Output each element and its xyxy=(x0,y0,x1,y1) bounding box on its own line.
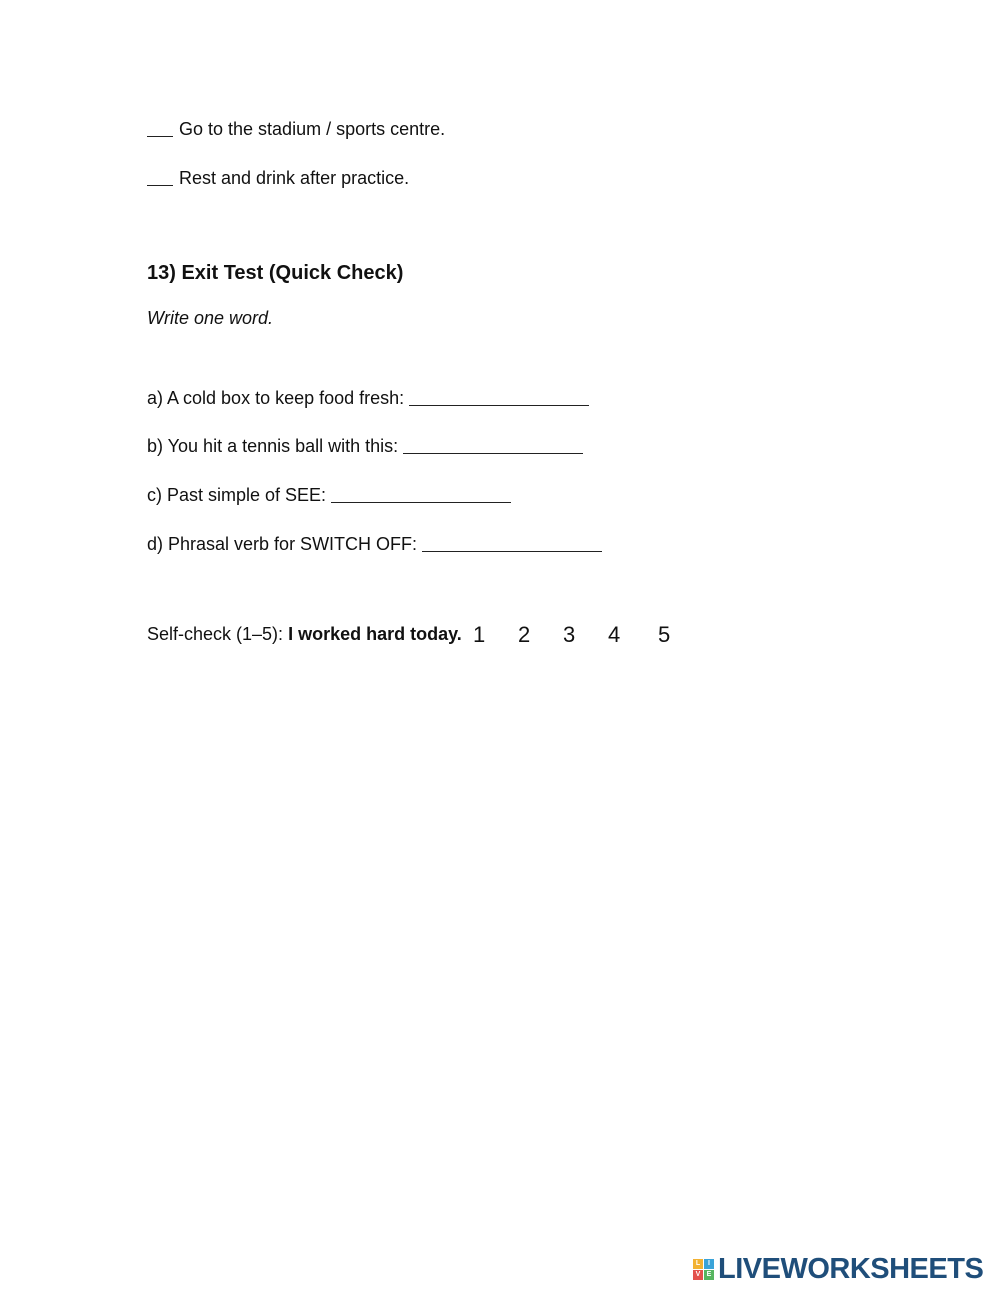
answer-blank[interactable] xyxy=(409,404,589,406)
matching-item-text: Go to the stadium / sports centre. xyxy=(179,119,446,139)
question-text: a) A cold box to keep food fresh: xyxy=(147,388,405,408)
answer-blank[interactable] xyxy=(147,184,173,186)
answer-blank[interactable] xyxy=(147,135,173,137)
matching-item-text: Rest and drink after practice. xyxy=(179,168,410,188)
matching-item xyxy=(147,168,409,189)
answer-blank[interactable] xyxy=(422,550,602,552)
answer-blank[interactable] xyxy=(331,501,511,503)
question-text: c) Past simple of SEE: xyxy=(147,485,327,505)
liveworksheets-logo xyxy=(693,1252,983,1286)
rating-option[interactable]: 4 xyxy=(608,622,621,647)
self-check-label: Self-check (1–5): xyxy=(147,624,284,644)
question-row xyxy=(147,388,589,409)
rating-option[interactable]: 2 xyxy=(518,622,531,647)
rating-option[interactable]: 1 xyxy=(473,622,486,647)
question-text: b) You hit a tennis ball with this: xyxy=(147,436,399,456)
logo-text: LIVEWORKSHEETS xyxy=(718,1252,984,1285)
question-row xyxy=(147,534,602,555)
rating-option[interactable]: 3 xyxy=(563,622,576,647)
answer-blank[interactable] xyxy=(403,452,583,454)
rating-option[interactable]: 5 xyxy=(658,622,671,647)
matching-item xyxy=(147,119,445,140)
section-heading: 13) Exit Test (Quick Check) xyxy=(147,262,404,284)
logo-mark-icon: L I V E xyxy=(693,1259,714,1280)
instruction-text: Write one word. xyxy=(147,308,274,328)
question-row xyxy=(147,485,511,506)
question-text: d) Phrasal verb for SWITCH OFF: xyxy=(147,534,418,554)
question-row xyxy=(147,436,583,457)
self-check-statement: I worked hard today. xyxy=(288,624,462,644)
self-check xyxy=(147,624,462,645)
